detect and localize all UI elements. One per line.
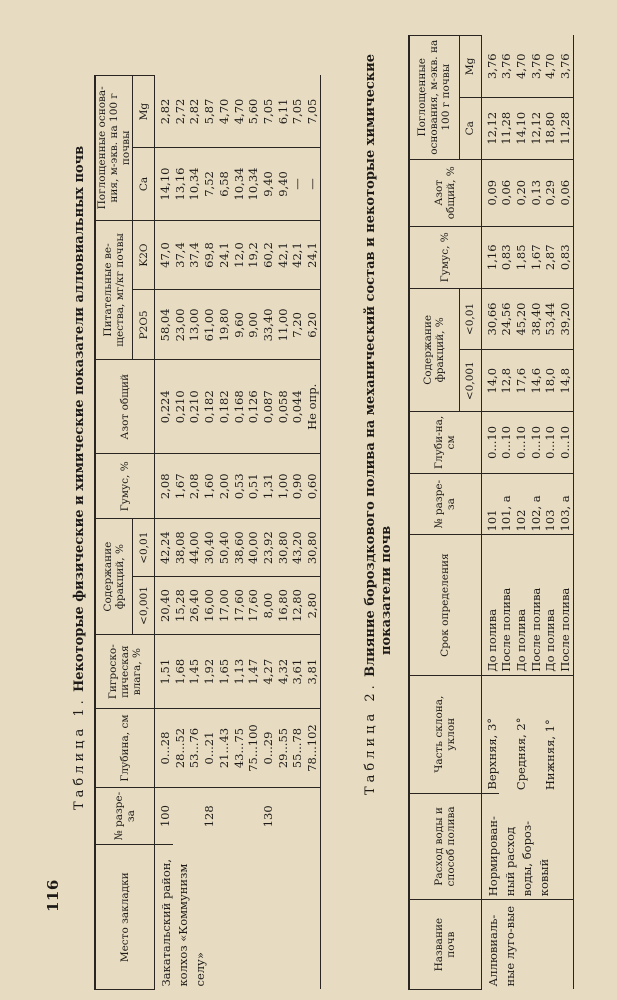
t1-ca: 9,40: [261, 148, 276, 220]
t1-nitrogen: 0,058: [276, 360, 291, 454]
t1-profile: 128: [202, 805, 217, 828]
t2-term: После полива: [558, 535, 573, 675]
t1-f001: 17,60: [246, 577, 261, 635]
table1-label: Таблица 1.: [72, 696, 87, 810]
t1-mg: 5,87: [202, 76, 217, 148]
t1-f01: 23,92: [261, 519, 276, 577]
table1: [94, 75, 321, 990]
t1-header-fractions: Содержание фракций, %: [95, 519, 133, 635]
t1-f01: 30,40: [202, 519, 217, 577]
t2-humus: 0,83: [558, 226, 573, 288]
t1-f001: 26,40: [187, 577, 202, 635]
t2-f001: 14,0: [481, 350, 499, 412]
t1-ca: 9,40: [276, 148, 291, 220]
t2-depth: 0...10: [499, 412, 514, 474]
t1-hygro: 4,27: [261, 634, 276, 708]
t1-ca: —: [305, 148, 320, 220]
t1-header-nitrogen: Азот общий: [95, 360, 155, 454]
t2-nitrogen: 0,13: [529, 159, 544, 226]
t2-term: До полива: [543, 535, 558, 675]
t2-nitrogen: 0,20: [514, 159, 529, 226]
t1-header-nutrients: Питательные ве-щества, мг/кг почвы: [95, 220, 133, 360]
t2-f01: 39,20: [558, 288, 573, 350]
t1-f001: 16,00: [202, 577, 217, 635]
t2-profile: 102: [514, 473, 529, 535]
t1-p2o5: 6,20: [305, 290, 320, 360]
t1-depth: 43...75: [232, 709, 247, 787]
t1-hygro: 1,45: [187, 634, 202, 708]
t1-nitrogen: 0,210: [187, 360, 202, 454]
t1-nitrogen: 0,087: [261, 360, 276, 454]
t1-p2o5: 7,20: [290, 290, 305, 360]
t2-mg: 4,70: [543, 36, 558, 98]
t1-hygro: 1,65: [217, 634, 232, 708]
t1-humus: 1,60: [202, 454, 217, 519]
t2-term: До полива: [481, 535, 499, 675]
t2-f001: 12,8: [499, 350, 514, 412]
t1-f01: 30,80: [305, 519, 320, 577]
t1-profile: 130: [260, 805, 275, 828]
t1-header-location: Место закладки: [95, 845, 155, 990]
t1-header-mg: Mg: [133, 76, 155, 148]
t1-humus: 2,08: [155, 454, 173, 519]
t2-header-term: Срок определения: [409, 535, 481, 675]
t1-hygro: 1,68: [173, 634, 188, 708]
t1-mg: 2,82: [187, 76, 202, 148]
table2-title-line2: показатели почв: [379, 525, 394, 655]
t1-mg: 7,05: [305, 76, 320, 148]
t1-depth: 0...29: [261, 709, 276, 787]
t1-humus: 1,00: [276, 454, 291, 519]
t1-header-profile: № разре-за: [95, 787, 155, 845]
t1-ca: —: [290, 148, 305, 220]
t1-depth: 0...21: [202, 709, 217, 787]
t1-nitrogen: 0,126: [246, 360, 261, 454]
t1-k2o: 24,1: [217, 220, 232, 290]
t1-hygro: 1,47: [246, 634, 261, 708]
t2-ca: 12,12: [481, 97, 499, 159]
t2-f01: 45,20: [514, 288, 529, 350]
t1-k2o: 47,0: [155, 220, 173, 290]
t1-k2o: 42,1: [290, 220, 305, 290]
table2-title-line1: Влияние бороздкового полива на механический состав и некоторые химические: [363, 53, 378, 678]
table2: [408, 35, 574, 990]
t1-mg: 4,70: [232, 76, 247, 148]
t1-profile: [173, 787, 188, 845]
t1-profile: [187, 787, 202, 845]
table1-body: [155, 76, 321, 990]
t2-depth: 0...10: [529, 412, 544, 474]
t2-humus: 1,67: [529, 226, 544, 288]
t1-ca: 7,52: [202, 148, 217, 220]
t2-mg: 3,76: [529, 36, 544, 98]
t1-ca: 10,34: [232, 148, 247, 220]
t1-depth: 29...55: [276, 709, 291, 787]
t2-profile: 103: [543, 473, 558, 535]
t1-f01: 40,00: [246, 519, 261, 577]
t1-ca: 6,58: [217, 148, 232, 220]
t2-header-f01: <0,01: [459, 288, 481, 350]
t1-mg: 7,05: [290, 76, 305, 148]
t2-mg: 3,76: [499, 36, 514, 98]
t2-depth: 0...10: [514, 412, 529, 474]
t1-ca: 10,34: [246, 148, 261, 220]
t1-humus: 2,00: [217, 454, 232, 519]
t2-depth: 0...10: [558, 412, 573, 474]
t1-depth: 0...28: [155, 709, 173, 787]
t1-nitrogen: 0,210: [173, 360, 188, 454]
t2-profile: 103, а: [558, 473, 573, 535]
t2-humus: 1,16: [481, 226, 499, 288]
table1-title-text: Некоторые физические и химические показатели аллювиальных почв: [72, 145, 87, 693]
t2-f001: 14,8: [558, 350, 573, 412]
t1-depth: 55...78: [290, 709, 305, 787]
page-number: 116: [44, 879, 62, 912]
t1-k2o: 37,4: [187, 220, 202, 290]
t1-f001: 2,80: [305, 577, 320, 635]
t1-k2o: 60,2: [261, 220, 276, 290]
t1-f01: 38,60: [232, 519, 247, 577]
t1-f001: 15,28: [173, 577, 188, 635]
t2-header-mg: Mg: [459, 36, 481, 98]
t2-term: До полива: [514, 535, 529, 675]
t2-soil-cell: Аллювиаль-ные луго-вые: [485, 905, 517, 987]
t1-profile: [276, 787, 291, 845]
t1-profile: [305, 787, 320, 845]
t2-f001: 17,6: [514, 350, 529, 412]
t1-ca: 10,34: [187, 148, 202, 220]
t2-mg: 3,76: [481, 36, 499, 98]
t2-header-nitrogen: Азот общий, %: [409, 159, 481, 226]
t2-nitrogen: 0,09: [481, 159, 499, 226]
t1-k2o: 69,8: [202, 220, 217, 290]
t1-mg: 2,82: [155, 76, 173, 148]
t1-mg: 6,11: [276, 76, 291, 148]
t1-header-f001: <0,001: [133, 577, 155, 635]
t1-p2o5: 33,40: [261, 290, 276, 360]
t2-f01: 38,40: [529, 288, 544, 350]
t1-f01: 50,40: [217, 519, 232, 577]
t1-depth: 21...43: [217, 709, 232, 787]
table2-label: Таблица 2.: [363, 681, 378, 795]
t2-header-slope: Часть склона, уклон: [409, 675, 481, 793]
t1-header-hygro: Гигроско-пическая влага, %: [95, 634, 155, 708]
t1-header-k2o: K2O: [133, 220, 155, 290]
table-row: [155, 76, 173, 990]
t1-header-p2o5: P2O5: [133, 290, 155, 360]
t2-ca: 14,10: [514, 97, 529, 159]
t1-mg: 5,60: [246, 76, 261, 148]
t1-hygro: 1,92: [202, 634, 217, 708]
t1-k2o: 12,0: [232, 220, 247, 290]
table2-title: [363, 54, 395, 795]
t2-slope: Средняя, 2°: [513, 717, 528, 791]
t1-f01: 38,08: [173, 519, 188, 577]
t1-profile: [290, 787, 305, 845]
t2-header-depth: Глуби-на, см: [409, 412, 481, 474]
t2-f001: 18,0: [543, 350, 558, 412]
t1-f001: 17,60: [232, 577, 247, 635]
t1-hygro: 3,61: [290, 634, 305, 708]
t1-f001: 16,80: [276, 577, 291, 635]
t1-humus: 2,08: [187, 454, 202, 519]
t2-nitrogen: 0,06: [499, 159, 514, 226]
t2-mg: 3,76: [558, 36, 573, 98]
t1-humus: 0,60: [305, 454, 320, 519]
t2-humus: 0,83: [499, 226, 514, 288]
t2-slope: [499, 675, 514, 793]
t1-nitrogen: 0,182: [217, 360, 232, 454]
t1-nitrogen: 0,224: [155, 360, 173, 454]
t2-f001: 14,6: [529, 350, 544, 412]
t1-hygro: 1,13: [232, 634, 247, 708]
t1-mg: 2,72: [173, 76, 188, 148]
table-row: [481, 36, 499, 990]
t1-nitrogen: Не опр.: [305, 360, 320, 454]
t1-k2o: 37,4: [173, 220, 188, 290]
t2-water-cell: Нормирован-ный расход воды, бороз-ковый: [481, 793, 573, 900]
t1-p2o5: 9,00: [246, 290, 261, 360]
t2-ca: 11,28: [558, 97, 573, 159]
t1-nitrogen: 0,044: [290, 360, 305, 454]
t2-term: После полива: [499, 535, 514, 675]
t1-profile: [232, 787, 247, 845]
t1-p2o5: 9,60: [232, 290, 247, 360]
t1-header-f01: <0,01: [133, 519, 155, 577]
t1-depth: 78...102: [305, 709, 320, 787]
t1-header-humus: Гумус, %: [95, 454, 155, 519]
t1-depth: 28...52: [173, 709, 188, 787]
t1-humus: 0,51: [246, 454, 261, 519]
t1-hygro: 4,32: [276, 634, 291, 708]
t1-header-bases: Поглощенные основа-ния, м-экв. на 100 г почвы: [95, 76, 133, 221]
t1-k2o: 24,1: [305, 220, 320, 290]
t1-location-cell: Закатальский район, колхоз «Коммунизм селу»: [159, 858, 207, 987]
t1-f001: 8,00: [261, 577, 276, 635]
t1-depth: 75...100: [246, 709, 261, 787]
t1-f01: 42,24: [155, 519, 173, 577]
t1-profile: 100: [155, 787, 173, 845]
t1-f001: 20,40: [155, 577, 173, 635]
t1-ca: 14,10: [155, 148, 173, 220]
t1-f001: 17,00: [217, 577, 232, 635]
t2-profile: 101, а: [499, 473, 514, 535]
t2-slope: [529, 675, 544, 793]
t1-p2o5: 61,00: [202, 290, 217, 360]
t2-header-humus: Гумус, %: [409, 226, 481, 288]
t1-ca: 13,16: [173, 148, 188, 220]
t1-mg: 7,05: [261, 76, 276, 148]
t1-p2o5: 19,80: [217, 290, 232, 360]
t2-depth: 0...10: [481, 412, 499, 474]
t1-header-depth: Глубина, см: [95, 709, 155, 787]
t1-p2o5: 11,00: [276, 290, 291, 360]
t2-slope: Нижняя, 1°: [543, 719, 558, 791]
t1-humus: 0,90: [290, 454, 305, 519]
t2-header-bases: Поглощенные основания, м-экв. на 100 г почвы: [409, 36, 459, 160]
t2-profile: 101: [481, 473, 499, 535]
t1-humus: 1,67: [173, 454, 188, 519]
t1-f01: 44,00: [187, 519, 202, 577]
t1-k2o: 19,2: [246, 220, 261, 290]
t1-k2o: 42,1: [276, 220, 291, 290]
t1-header-ca: Ca: [133, 148, 155, 220]
t2-f01: 53,44: [543, 288, 558, 350]
t1-mg: 4,70: [217, 76, 232, 148]
t1-hygro: 1,51: [155, 634, 173, 708]
t1-humus: 1,31: [261, 454, 276, 519]
t2-header-f001: <0,001: [459, 350, 481, 412]
t2-profile: 102, а: [529, 473, 544, 535]
t1-f01: 30,80: [276, 519, 291, 577]
t2-f01: 30,66: [481, 288, 499, 350]
t1-profile: [246, 787, 261, 845]
t2-nitrogen: 0,29: [543, 159, 558, 226]
t1-p2o5: 13,00: [187, 290, 202, 360]
t1-profile: [217, 787, 232, 845]
t1-p2o5: 23,00: [173, 290, 188, 360]
t2-humus: 2,87: [543, 226, 558, 288]
t1-depth: 53...76: [187, 709, 202, 787]
t1-hygro: 3,81: [305, 634, 320, 708]
t2-depth: 0...10: [543, 412, 558, 474]
t2-f01: 24,56: [499, 288, 514, 350]
t1-f001: 12,80: [290, 577, 305, 635]
t2-humus: 1,85: [514, 226, 529, 288]
t2-slope: Верхняя, 3°: [481, 675, 499, 793]
t1-nitrogen: 0,182: [202, 360, 217, 454]
t2-header-ca: Ca: [459, 97, 481, 159]
t2-header-soil: Название почв: [409, 900, 481, 990]
t2-header-profile: № разре-за: [409, 473, 481, 535]
table1-title: [72, 146, 87, 810]
t1-p2o5: 58,04: [155, 290, 173, 360]
t2-slope: [558, 675, 573, 793]
table2-body: [481, 36, 573, 990]
t1-humus: 0,53: [232, 454, 247, 519]
t1-nitrogen: 0,168: [232, 360, 247, 454]
t2-header-fractions: Содержание фракций, %: [409, 288, 459, 411]
t2-mg: 4,70: [514, 36, 529, 98]
t2-header-water: Расход воды и способ полива: [409, 793, 481, 900]
t2-nitrogen: 0,06: [558, 159, 573, 226]
t2-ca: 18,80: [543, 97, 558, 159]
t2-ca: 12,12: [529, 97, 544, 159]
t1-f01: 43,20: [290, 519, 305, 577]
t2-ca: 11,28: [499, 97, 514, 159]
t2-term: После полива: [529, 535, 544, 675]
